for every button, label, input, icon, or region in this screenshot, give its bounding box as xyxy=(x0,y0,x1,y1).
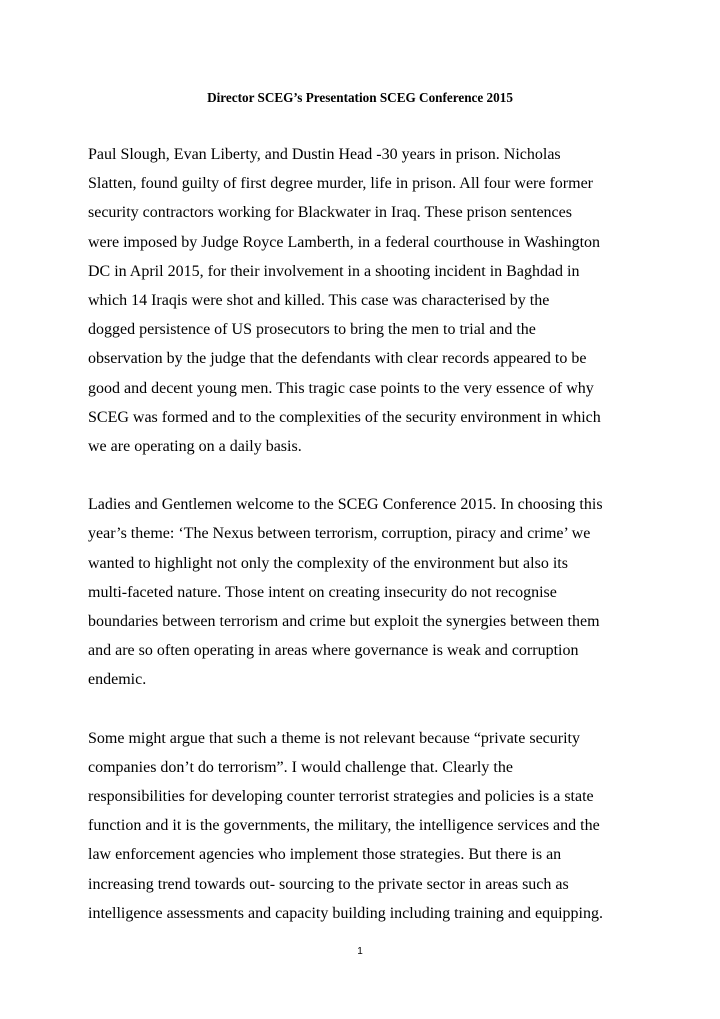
text-line: Ladies and Gentlemen welcome to the SCEG Conference 2015. In choosing this xyxy=(88,496,603,514)
text-line: which 14 Iraqis were shot and killed. This case was characterised by the xyxy=(88,292,550,310)
document-body xyxy=(88,140,640,957)
text-line: we are operating on a daily basis. xyxy=(88,438,302,456)
text-line: function and it is the governments, the military, the intelligence services and the xyxy=(88,817,600,835)
text-line: SCEG was formed and to the complexities of the security environment in which xyxy=(88,408,601,426)
text-line: multi-faceted nature. Those intent on creating insecurity do not recognise xyxy=(88,583,557,601)
page-number: 1 xyxy=(357,946,363,957)
text-line: responsibilities for developing counter terrorist strategies and policies is a state xyxy=(88,788,594,806)
text-line: boundaries between terrorism and crime but exploit the synergies between them xyxy=(88,613,600,631)
text-line: security contractors working for Blackwater in Iraq. These prison sentences xyxy=(88,204,572,222)
text-line: and are so often operating in areas where governance is weak and corruption xyxy=(88,642,579,660)
paragraph-2 xyxy=(88,490,640,694)
text-line: were imposed by Judge Royce Lamberth, in a federal courthouse in Washington xyxy=(88,233,601,251)
text-line: year’s theme: ‘The Nexus between terrorism, corruption, piracy and crime’ we xyxy=(88,525,591,543)
text-line: endemic. xyxy=(88,671,147,689)
text-line: good and decent young men. This tragic case points to the very essence of why xyxy=(88,379,594,397)
text-line: DC in April 2015, for their involvement in a shooting incident in Baghdad in xyxy=(88,262,580,280)
text-line: Slatten, found guilty of first degree murder, life in prison. All four were former xyxy=(88,175,593,193)
paragraph-3 xyxy=(88,724,640,928)
text-line: companies don’t do terrorism”. I would challenge that. Clearly the xyxy=(88,758,513,776)
text-line: intelligence assessments and capacity building including training and equipping. xyxy=(88,904,603,922)
text-line: Paul Slough, Evan Liberty, and Dustin Head -30 years in prison. Nicholas xyxy=(88,146,561,163)
paragraph-1 xyxy=(88,140,640,461)
text-line: increasing trend towards out- sourcing to the private sector in areas such as xyxy=(88,875,569,893)
text-line: Some might argue that such a theme is not relevant because “private security xyxy=(88,729,580,747)
text-line: wanted to highlight not only the complexity of the environment but also its xyxy=(88,554,568,572)
text-line: law enforcement agencies who implement those strategies. But there is an xyxy=(88,846,562,864)
text-line: dogged persistence of US prosecutors to bring the men to trial and the xyxy=(88,321,536,339)
document-title: Director SCEG’s Presentation SCEG Conference 2015 xyxy=(207,90,513,105)
text-line: observation by the judge that the defendants with clear records appeared to be xyxy=(88,350,587,368)
